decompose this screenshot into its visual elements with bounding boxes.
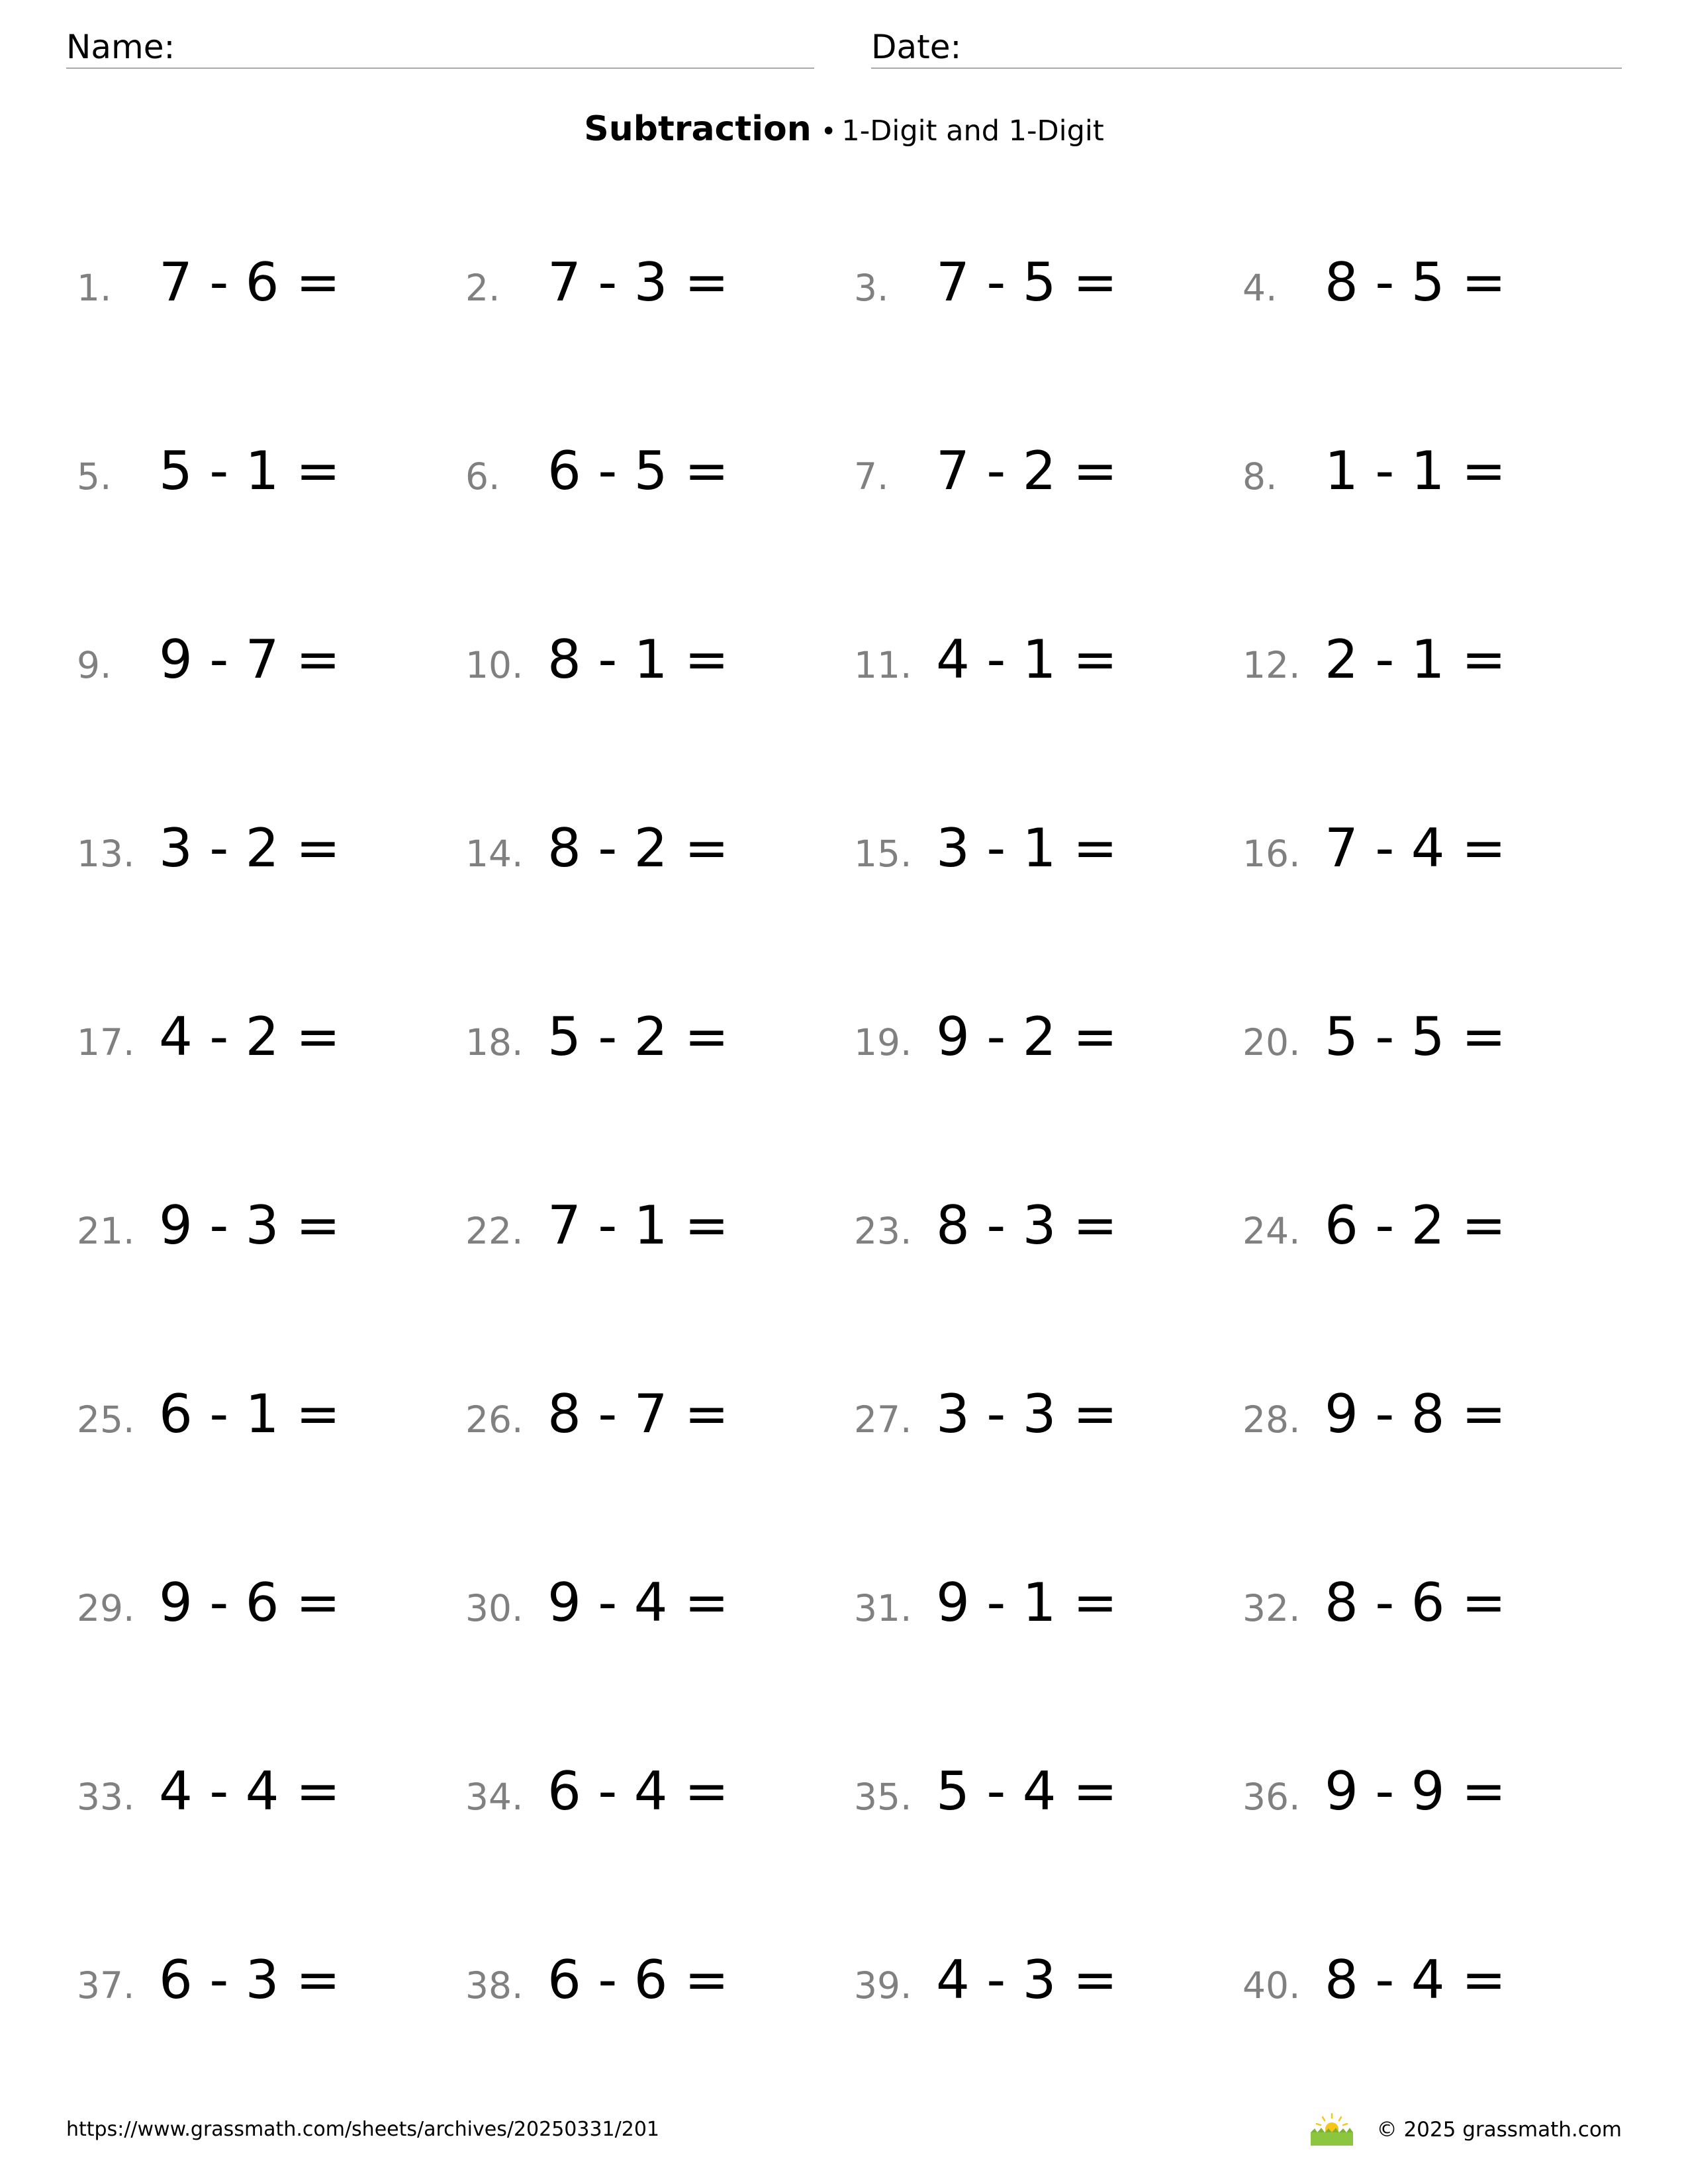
problem-number: 31.: [854, 1587, 912, 1629]
problem-number: 28.: [1243, 1398, 1301, 1441]
problem-expression: 7 - 2 =: [936, 440, 1117, 502]
problem-expression: 9 - 3 =: [159, 1195, 340, 1256]
problem-expression: 7 - 1 =: [547, 1195, 729, 1256]
problem-item: [1243, 817, 1631, 884]
problem-item: [465, 440, 854, 506]
problem-item: [77, 817, 465, 884]
problem-expression: 8 - 7 =: [547, 1383, 729, 1445]
problem-item: [465, 1949, 854, 2015]
problem-expression: 9 - 6 =: [159, 1572, 340, 1633]
problem-number: 1.: [77, 267, 112, 309]
title-main: Subtraction: [584, 109, 812, 149]
problem-item: [77, 440, 465, 506]
problem-number: 35.: [854, 1776, 912, 1818]
problem-expression: 6 - 5 =: [547, 440, 729, 502]
problem-number: 26.: [465, 1398, 524, 1441]
problem-item: [465, 251, 854, 318]
problem-item: [854, 251, 1243, 318]
problem-expression: 4 - 2 =: [159, 1006, 340, 1068]
problem-item: [77, 251, 465, 318]
problem-number: 24.: [1243, 1210, 1301, 1252]
problem-expression: 5 - 4 =: [936, 1760, 1117, 1822]
name-field[interactable]: [66, 25, 814, 69]
problem-item: [77, 1949, 465, 2015]
problem-grid: [77, 251, 1626, 2138]
problem-number: 37.: [77, 1964, 135, 2007]
problem-number: 15.: [854, 833, 912, 875]
problem-number: 12.: [1243, 644, 1301, 686]
problem-number: 36.: [1243, 1776, 1301, 1818]
name-label: Name:: [66, 28, 175, 66]
problem-number: 30.: [465, 1587, 524, 1629]
problem-expression: 9 - 8 =: [1325, 1383, 1506, 1445]
problem-item: [77, 1195, 465, 1261]
problem-item: [465, 629, 854, 695]
problem-expression: 8 - 4 =: [1325, 1949, 1506, 2011]
problem-number: 2.: [465, 267, 500, 309]
footer-url: https://www.grassmath.com/sheets/archives/20250331/201: [66, 2118, 660, 2141]
problem-expression: 1 - 1 =: [1325, 440, 1506, 502]
problem-number: 14.: [465, 833, 524, 875]
problem-item: [854, 1572, 1243, 1638]
problem-number: 19.: [854, 1021, 912, 1064]
problem-expression: 7 - 4 =: [1325, 817, 1506, 879]
problem-item: [854, 629, 1243, 695]
problem-expression: 6 - 1 =: [159, 1383, 340, 1445]
problem-expression: 9 - 7 =: [159, 629, 340, 690]
problem-item: [854, 1195, 1243, 1261]
problem-item: [1243, 629, 1631, 695]
problem-number: 4.: [1243, 267, 1278, 309]
problem-expression: 5 - 1 =: [159, 440, 340, 502]
problem-expression: 4 - 3 =: [936, 1949, 1117, 2011]
problem-number: 3.: [854, 267, 889, 309]
problem-number: 7.: [854, 455, 889, 498]
problem-item: [465, 1760, 854, 1827]
problem-expression: 7 - 3 =: [547, 251, 729, 313]
problem-item: [1243, 1760, 1631, 1827]
problem-expression: 9 - 1 =: [936, 1572, 1117, 1633]
problem-item: [1243, 1383, 1631, 1449]
problem-number: 8.: [1243, 455, 1278, 498]
problem-number: 18.: [465, 1021, 524, 1064]
copyright-text: © 2025 grassmath.com: [1376, 2118, 1622, 2142]
problem-expression: 3 - 1 =: [936, 817, 1117, 879]
problem-expression: 7 - 6 =: [159, 251, 340, 313]
problem-item: [854, 440, 1243, 506]
problem-number: 22.: [465, 1210, 524, 1252]
problem-item: [465, 817, 854, 884]
problem-number: 39.: [854, 1964, 912, 2007]
problem-number: 6.: [465, 455, 500, 498]
problem-number: 9.: [77, 644, 112, 686]
problem-expression: 8 - 1 =: [547, 629, 729, 690]
problem-expression: 4 - 1 =: [936, 629, 1117, 690]
problem-expression: 8 - 5 =: [1325, 251, 1506, 313]
problem-item: [77, 1760, 465, 1827]
problem-item: [854, 1949, 1243, 2015]
problem-item: [77, 629, 465, 695]
title-separator: •: [820, 116, 837, 147]
problem-number: 23.: [854, 1210, 912, 1252]
problem-item: [77, 1572, 465, 1638]
problem-item: [465, 1572, 854, 1638]
problem-expression: 9 - 4 =: [547, 1572, 729, 1633]
sun-over-grass-icon: [1308, 2113, 1356, 2147]
title-subtitle: 1-Digit and 1-Digit: [841, 114, 1104, 148]
problem-expression: 4 - 4 =: [159, 1760, 340, 1822]
problem-item: [854, 1006, 1243, 1072]
footer-branding: [1308, 2111, 1622, 2148]
worksheet-title: [0, 106, 1688, 160]
problem-item: [1243, 1195, 1631, 1261]
problem-number: 21.: [77, 1210, 135, 1252]
problem-number: 17.: [77, 1021, 135, 1064]
problem-expression: 8 - 2 =: [547, 817, 729, 879]
problem-number: 16.: [1243, 833, 1301, 875]
problem-expression: 8 - 6 =: [1325, 1572, 1506, 1633]
problem-expression: 6 - 2 =: [1325, 1195, 1506, 1256]
problem-item: [854, 817, 1243, 884]
problem-number: 27.: [854, 1398, 912, 1441]
problem-item: [77, 1006, 465, 1072]
problem-expression: 3 - 3 =: [936, 1383, 1117, 1445]
problem-item: [1243, 1572, 1631, 1638]
problem-expression: 6 - 6 =: [547, 1949, 729, 2011]
problem-number: 5.: [77, 455, 112, 498]
problem-number: 11.: [854, 644, 912, 686]
problem-expression: 9 - 2 =: [936, 1006, 1117, 1068]
problem-item: [465, 1383, 854, 1449]
problem-item: [77, 1383, 465, 1449]
problem-expression: 8 - 3 =: [936, 1195, 1117, 1256]
problem-number: 25.: [77, 1398, 135, 1441]
problem-expression: 9 - 9 =: [1325, 1760, 1506, 1822]
problem-number: 40.: [1243, 1964, 1301, 2007]
problem-expression: 7 - 5 =: [936, 251, 1117, 313]
problem-number: 13.: [77, 833, 135, 875]
problem-number: 38.: [465, 1964, 524, 2007]
problem-number: 33.: [77, 1776, 135, 1818]
problem-expression: 2 - 1 =: [1325, 629, 1506, 690]
problem-item: [854, 1760, 1243, 1827]
date-label: Date:: [871, 28, 962, 66]
problem-expression: 6 - 3 =: [159, 1949, 340, 2011]
problem-number: 34.: [465, 1776, 524, 1818]
problem-number: 10.: [465, 644, 524, 686]
problem-item: [465, 1195, 854, 1261]
problem-expression: 6 - 4 =: [547, 1760, 729, 1822]
problem-expression: 5 - 2 =: [547, 1006, 729, 1068]
problem-expression: 5 - 5 =: [1325, 1006, 1506, 1068]
problem-item: [465, 1006, 854, 1072]
problem-item: [1243, 251, 1631, 318]
problem-item: [854, 1383, 1243, 1449]
problem-number: 20.: [1243, 1021, 1301, 1064]
date-field[interactable]: [871, 25, 1622, 69]
problem-expression: 3 - 2 =: [159, 817, 340, 879]
problem-item: [1243, 1006, 1631, 1072]
problem-item: [1243, 440, 1631, 506]
problem-item: [1243, 1949, 1631, 2015]
problem-number: 32.: [1243, 1587, 1301, 1629]
problem-number: 29.: [77, 1587, 135, 1629]
